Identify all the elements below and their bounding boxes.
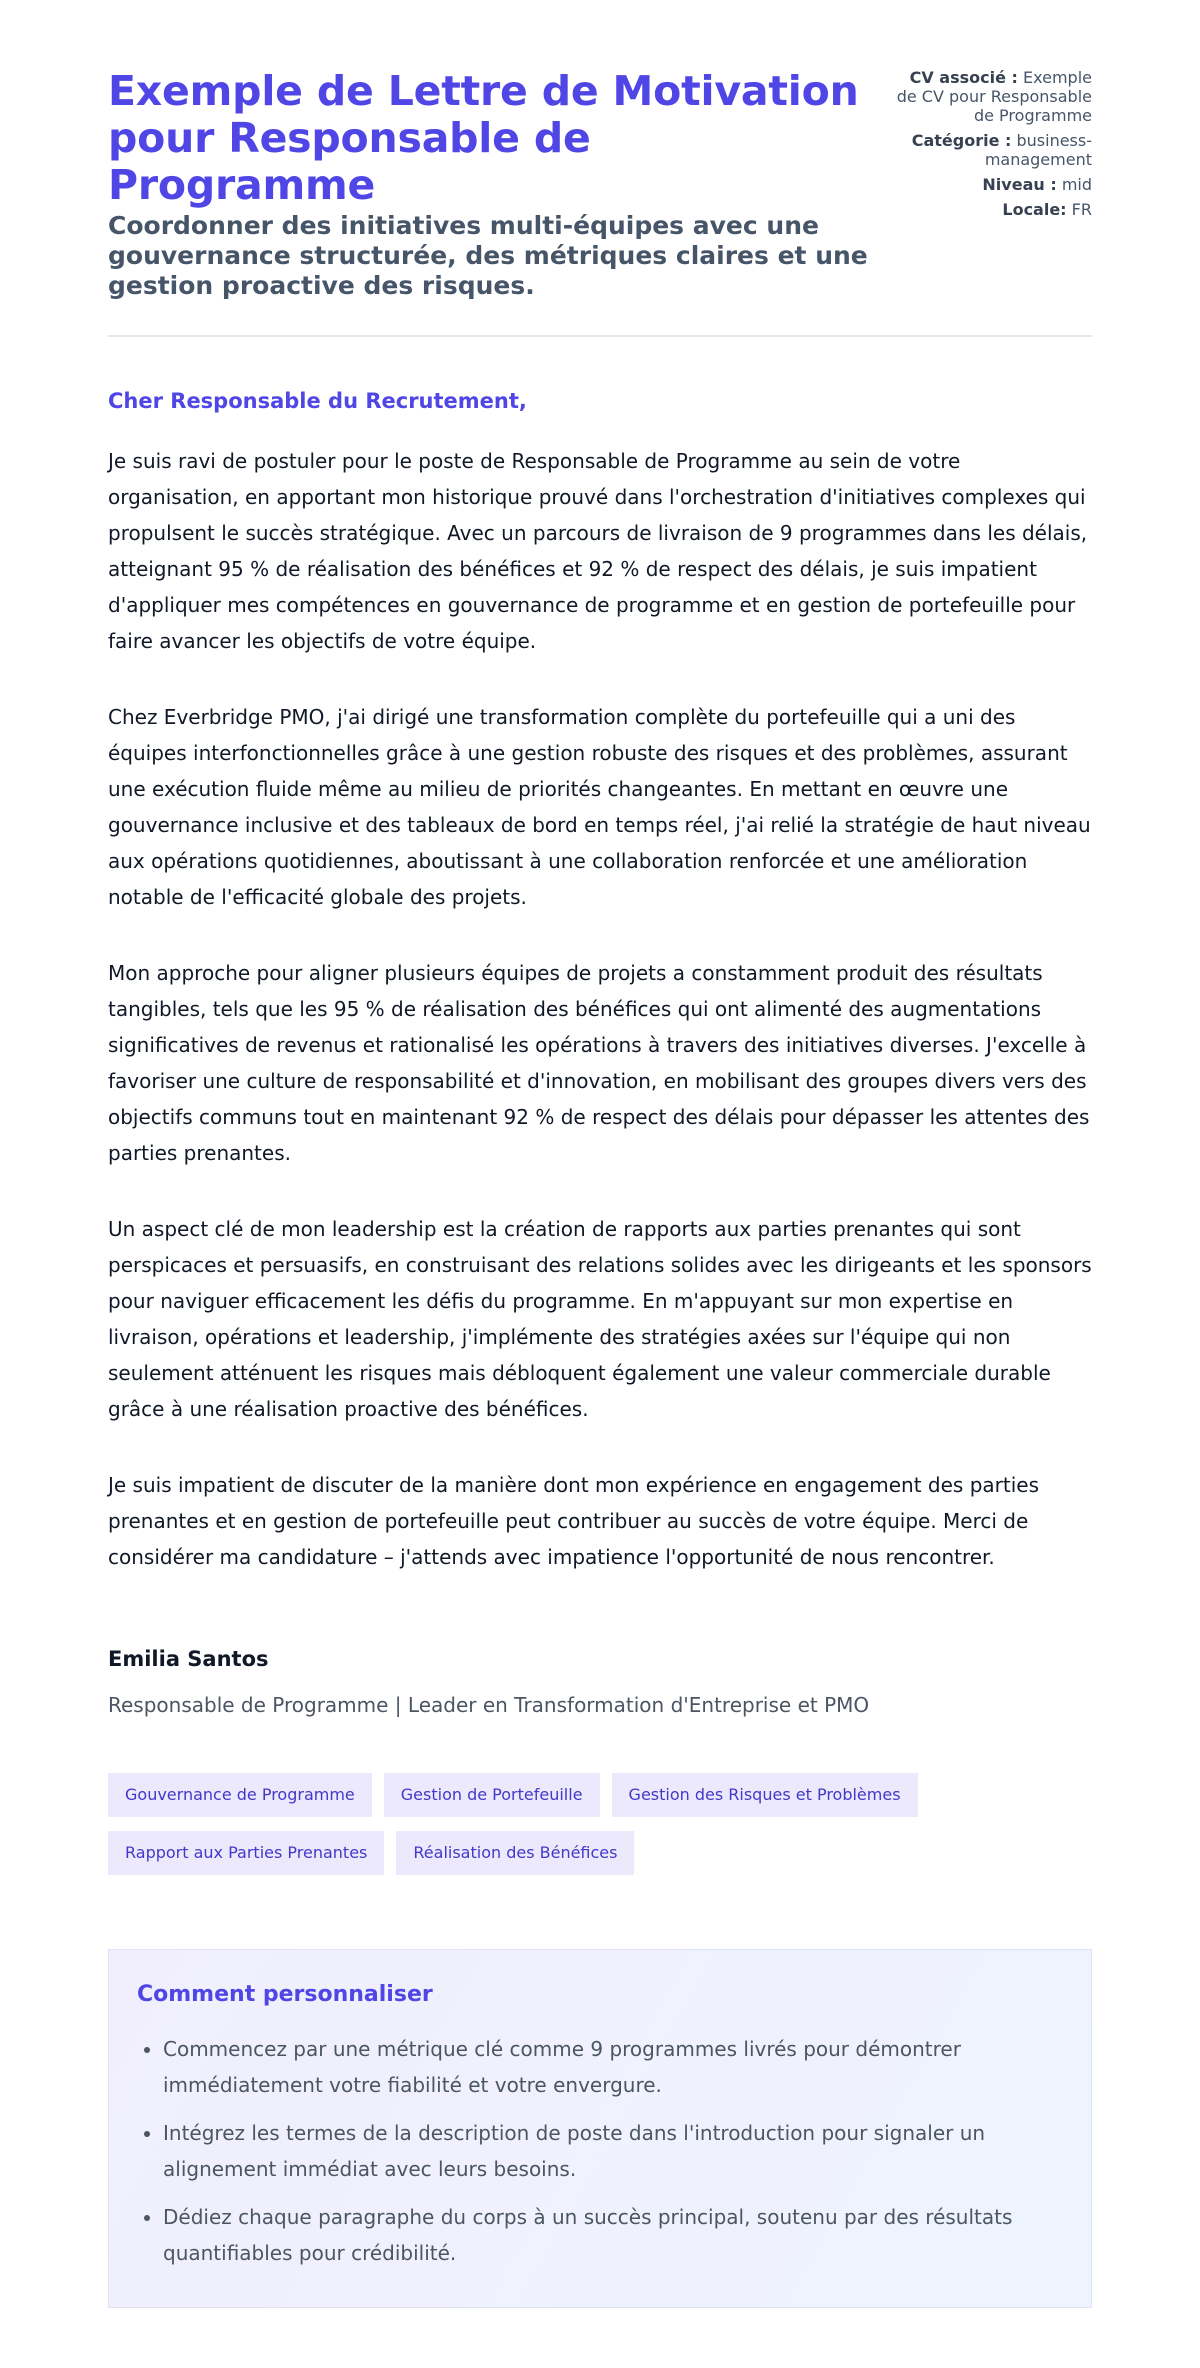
tips-list bbox=[137, 2031, 1063, 2271]
tip-item: • Dédiez chaque paragraphe du corps à un succès principal, soutenu par des résultats quantifiables pour crédibilité. bbox=[163, 2199, 1063, 2271]
customization-tips-box bbox=[108, 1949, 1092, 2308]
skill-tag: Gouvernance de Programme bbox=[108, 1773, 372, 1817]
skill-tag: Gestion de Portefeuille bbox=[384, 1773, 600, 1817]
meta-category bbox=[892, 131, 1092, 169]
meta-category-label: Catégorie : bbox=[911, 131, 1012, 150]
meta-category-value: business-management bbox=[984, 131, 1092, 169]
letter-greeting: Cher Responsable du Recrutement, bbox=[108, 389, 527, 413]
signature-title: Responsable de Programme | Leader en Transformation d'Entreprise et PMO bbox=[108, 1693, 870, 1717]
meta-level-label: Niveau : bbox=[982, 175, 1057, 194]
tip-item: • Commencez par une métrique clé comme 9 programmes livrés pour démontrer immédiatement votre fiabilité et votre envergure. bbox=[163, 2031, 1063, 2103]
skill-tags bbox=[108, 1773, 1028, 1875]
page-title: Exemple de Lettre de Motivation pour Responsable de Programme bbox=[108, 67, 859, 209]
letter-paragraph: Mon approche pour aligner plusieurs équipes de projets a constamment produit des résultats tangibles, tels que les 95 % de réalisation des bénéfices qui ont alimenté des augmentations significatives de revenus et rationalisé les opérations à travers des initiatives diverses. J'excelle à favoriser une culture de responsabilité et d'innovation, en mobilisant des groupes divers vers des objectifs communs tout en maintenant 92 % de respect des délais pour dépasser les attentes des parties prenantes. bbox=[108, 961, 1090, 1165]
tip-item: • Intégrez les termes de la description de poste dans l'introduction pour signaler un alignement immédiat avec leurs besoins. bbox=[163, 2115, 1063, 2187]
letter-paragraph: Je suis impatient de discuter de la manière dont mon expérience en engagement des parties prenantes et en gestion de portefeuille peut contribuer au succès de votre équipe. Merci de considérer ma candidature – j'attends avec impatience l'opportunité de nous rencontrer. bbox=[108, 1473, 1040, 1569]
header-titles bbox=[108, 68, 868, 301]
skill-tag: Gestion des Risques et Problèmes bbox=[612, 1773, 918, 1817]
signature-block bbox=[108, 1647, 1092, 1717]
meta-locale bbox=[892, 200, 1092, 219]
page-header bbox=[108, 68, 1092, 337]
skill-tag: Rapport aux Parties Prenantes bbox=[108, 1831, 384, 1875]
meta-cv-value: Exemple de CV pour Responsable de Programme bbox=[896, 68, 1092, 125]
meta-level bbox=[892, 175, 1092, 194]
letter-body bbox=[108, 389, 1092, 1575]
signature-name: Emilia Santos bbox=[108, 1647, 269, 1671]
meta-cv-label: CV associé : bbox=[909, 68, 1018, 87]
meta-cv bbox=[892, 68, 1092, 125]
page-subtitle: Coordonner des initiatives multi-équipes avec une gouvernance structurée, des métriques claires et une gestion proactive des risques. bbox=[108, 211, 868, 300]
meta-locale-label: Locale: bbox=[1002, 200, 1067, 219]
tips-title: Comment personnaliser bbox=[137, 1982, 433, 2007]
meta-panel bbox=[892, 68, 1092, 225]
letter-paragraph: Je suis ravi de postuler pour le poste de Responsable de Programme au sein de votre organisation, en apportant mon historique prouvé dans l'orchestration d'initiatives complexes qui propulsent le succès stratégique. Avec un parcours de livraison de 9 programmes dans les délais, atteignant 95 % de réalisation des bénéfices et 92 % de respect des délais, je suis impatient d'appliquer mes compétences en gouvernance de programme et en gestion de portefeuille pour faire avancer les objectifs de votre équipe. bbox=[108, 449, 1088, 653]
letter-paragraph: Un aspect clé de mon leadership est la création de rapports aux parties prenantes qui sont perspicaces et persuasifs, en construisant des relations solides avec les dirigeants et les sponsors pour naviguer efficacement les défis du programme. En m'appuyant sur mon expertise en livraison, opérations et leadership, j'implémente des stratégies axées sur l'équipe qui non seulement atténuent les risques mais débloquent également une valeur commerciale durable grâce à une réalisation proactive des bénéfices. bbox=[108, 1217, 1092, 1421]
meta-locale-value: FR bbox=[1071, 200, 1092, 219]
skill-tag: Réalisation des Bénéfices bbox=[396, 1831, 634, 1875]
meta-level-value: mid bbox=[1061, 175, 1092, 194]
letter-paragraph: Chez Everbridge PMO, j'ai dirigé une transformation complète du portefeuille qui a uni des équipes interfonctionnelles grâce à une gestion robuste des risques et des problèmes, assurant une exécution fluide même au milieu de priorités changeantes. En mettant en œuvre une gouvernance inclusive et des tableaux de bord en temps réel, j'ai relié la stratégie de haut niveau aux opérations quotidiennes, aboutissant à une collaboration renforcée et une amélioration notable de l'efficacité globale des projets. bbox=[108, 705, 1091, 909]
